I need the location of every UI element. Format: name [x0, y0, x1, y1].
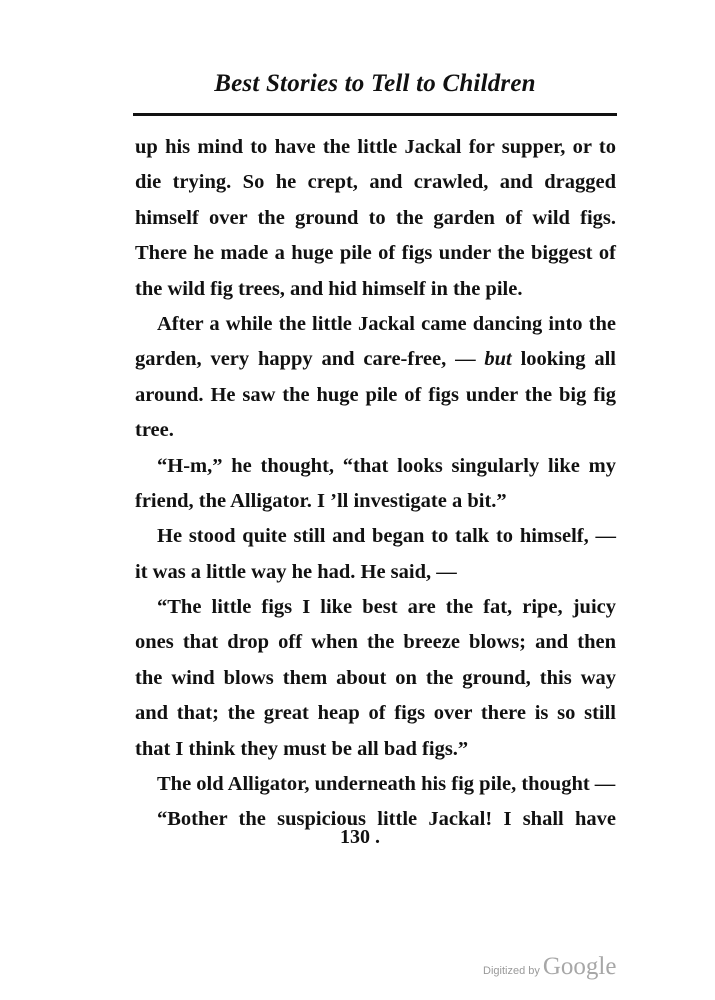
- body-text: [135, 130, 616, 838]
- header-rule: [133, 113, 617, 116]
- text-line: friend, the Alligator. I ’ll investigate a bit.”: [135, 489, 507, 512]
- text-line: “The little figs I like best are the fat, ripe, juicy: [157, 596, 616, 619]
- text-line: There he made a huge pile of figs under the biggest of: [135, 242, 616, 265]
- text-line: the wild fig trees, and hid himself in the pile.: [135, 277, 523, 300]
- emphasis-word: but: [484, 348, 512, 371]
- text-line: After a while the little Jackal came dancing into the: [157, 312, 616, 335]
- text-line: “H-m,” he thought, “that looks singularly like my: [157, 454, 616, 477]
- text-line: garden, very happy and care-free, — but looking all: [135, 348, 616, 371]
- digitized-watermark: [483, 953, 616, 981]
- google-logo: Google: [542, 953, 617, 980]
- text-line: die trying. So he crept, and crawled, and dragged: [135, 171, 616, 194]
- text-line: the wind blows them about on the ground, this way: [135, 666, 616, 689]
- text-line: around. He saw the huge pile of figs under the big fig: [135, 383, 616, 406]
- text-line: that I think they must be all bad figs.”: [135, 737, 469, 760]
- text-line: and that; the great heap of figs over there is so still: [135, 702, 616, 725]
- text-line: ones that drop off when the breeze blows; and then: [135, 631, 616, 654]
- text-line: it was a little way he had. He said, —: [135, 560, 457, 583]
- text-line: up his mind to have the little Jackal for supper, or to: [135, 136, 616, 158]
- text-line: The old Alligator, underneath his fig pile, thought —: [157, 773, 616, 796]
- running-head-title: Best Stories to Tell to Children: [214, 70, 536, 97]
- text-line: He stood quite still and began to talk to himself, —: [157, 525, 616, 548]
- text-line: himself over the ground to the garden of wild figs.: [135, 206, 616, 229]
- page-number: 130 .: [340, 826, 380, 848]
- digitized-label: Digitized by: [483, 965, 540, 977]
- text-line: “Bother the suspicious little Jackal! I shall have: [157, 808, 616, 831]
- text-line: tree.: [135, 419, 174, 442]
